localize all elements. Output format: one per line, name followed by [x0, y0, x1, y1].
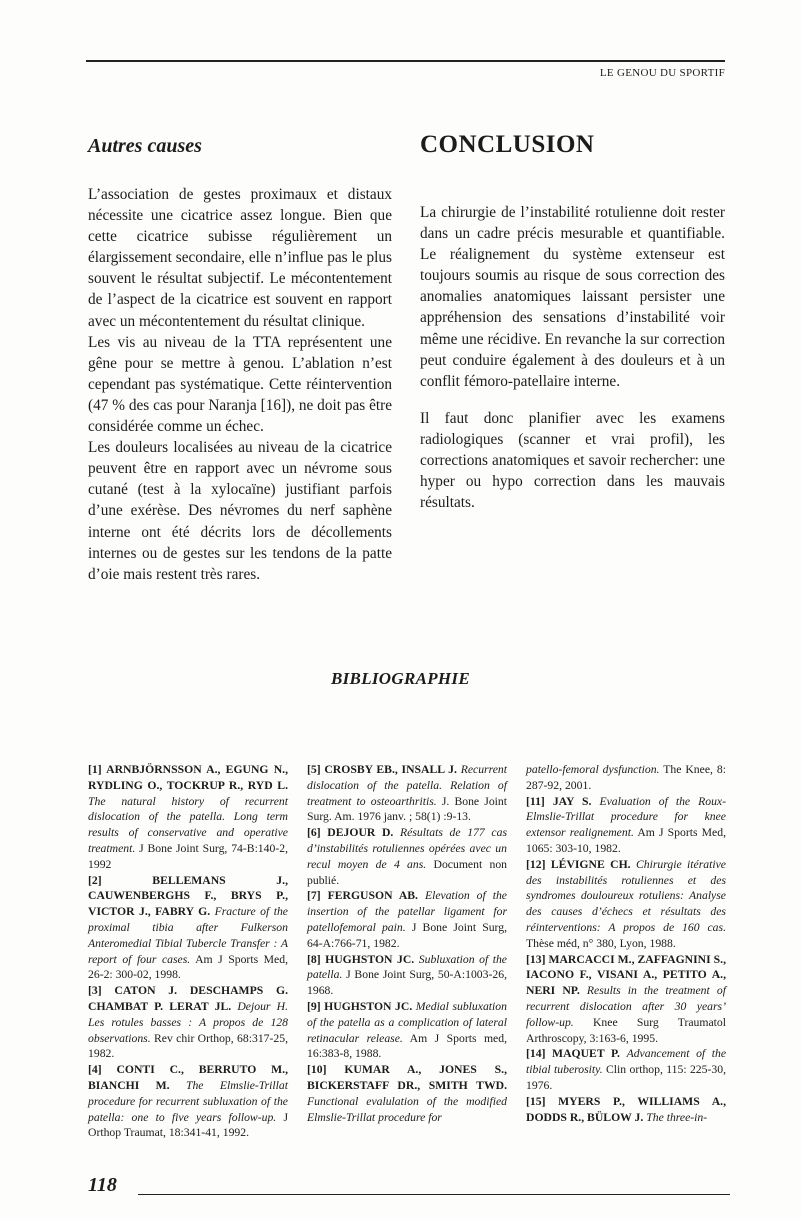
reference-entry: [12] LÉVIGNE CH. Chirurgie itérative des instabilités rotuliennes et des syndromes douloureux rotuliens: Analyse des causes d’échecs et résultats des réinterventions: A propos de 160 cas. Thèse méd, n° 380, Lyon, 1988.	[526, 857, 726, 950]
running-head: LE GENOU DU SPORTIF	[599, 67, 725, 79]
reference-entry: [7] FERGUSON AB. Elevation of the insertion of the patellar ligament for patellofemoral pain. J Bone Joint Surg, 64-A:766-71, 1982.	[307, 889, 507, 950]
reference-entry: [1] ARNBJÖRNSSON A., EGUNG N., RYDLING O., TOCKRUP R., RYD L. The natural history of recurrent dislocation of the patella. Long term results of conservative and operative treatment. J Bone Joint Surg, 74-B:140-2, 1992	[88, 763, 289, 871]
body-paragraph: L’association de gestes proximaux et distaux nécessite une cicatrice assez longue. Bien que cette cicatrice subisse régulièrement un élargissement secondaire, elle n’influe pas le plus souvent le résultat subjectif. Le mécontentement de l’aspect de la cicatrice est souvent en rapport avec un mécontentement du résultat clinique.	[88, 186, 392, 330]
bibliography-heading: BIBLIOGRAPHIE	[331, 669, 470, 688]
reference-entry: [6] DEJOUR D. Résultats de 177 cas d’instabilités rotuliennes opérées avec un recul moyen de 4 ans. Document non publié.	[307, 826, 508, 887]
page-number: 118	[88, 1174, 117, 1196]
footer-rule	[138, 1194, 730, 1195]
reference-entry: patello-femoral dysfunction. The Knee, 8: 287-92, 2001.	[526, 763, 726, 792]
reference-column-3	[526, 762, 726, 1125]
reference-entry: [5] CROSBY EB., INSALL J. Recurrent dislocation of the patella. Relation of treatment to osteoarthritis. J. Bone Joint Surg. Am. 1976 janv. ; 58(1) :9-13.	[307, 763, 508, 824]
body-paragraph: Les vis au niveau de la TTA représentent une gêne pour se mettre à genou. L’ablation n’est cependant pas systématique. Cette réintervention (47 % des cas pour Naranja [16]), ne doit pas être considérée comme un échec.	[88, 333, 392, 436]
reference-entry: [11] JAY S. Evaluation of the Roux-Elmslie-Trillat procedure for knee extensor realignement. Am J Sports Med, 1065: 303-10, 1982.	[526, 794, 727, 855]
body-paragraph: Il faut donc planifier avec les examens radiologiques (scanner et vrai profil), les corrections anatomiques et savoir rechercher: une hyper ou hypo correction dans les mauvais résultats.	[420, 409, 725, 512]
reference-entry: [9] HUGHSTON JC. Medial subluxation of the patella as a complication of lateral retinacular release. Am J Sports med, 16:383-8, 1988.	[307, 999, 507, 1061]
section-heading-autres-causes: Autres causes	[88, 135, 202, 157]
reference-entry: [2] BELLEMANS J., CAUWENBERGHS F., BRYS P., VICTOR J., FABRY G. Fracture of the proximal tibia after Fulkerson Anteromedial Tibial Tubercle Transfer : A report of four cases. Am J Sports Med, 26-2: 300-02, 1998.	[88, 873, 288, 982]
reference-entry: [10] KUMAR A., JONES S., BICKERSTAFF DR., SMITH TWD. Functional evalulation of the modified Elmslie-Trillat procedure for	[307, 1063, 507, 1124]
reference-column-2	[307, 762, 507, 1125]
body-paragraph: La chirurgie de l’instabilité rotulienne doit rester dans un cadre précis mesurable et quantifiable. Le réalignement du système extenseur est toujours soumis au risque de sous correction des anomalies anatomiques laissant persister une appréhension des sensations d’instabilité voir même une récidive. En revanche la sur correction peut conduire également à des douleurs et à un conflit fémoro-patellaire interne.	[420, 204, 725, 390]
body-paragraph: Les douleurs localisées au niveau de la cicatrice peuvent être en rapport avec un névrome sous cutané (test à la xylocaïne) justifiant parfois d’une exérèse. Des névromes du nerf saphène interne ont été décrits lors de décollements internes ou de gestes sur les tendons de la patte d’oie mais restent très rares.	[88, 439, 392, 583]
header-rule	[86, 60, 725, 62]
reference-entry: [13] MARCACCI M., ZAFFAGNINI S., IACONO F., VISANI A., PETITO A., NERI NP. Results in the treatment of recurrent dislocation after 30 years’ follow-up. Knee Surg Traumatol Arthroscopy, 3:163-6, 1995.	[526, 952, 727, 1045]
right-body-column	[420, 202, 725, 513]
reference-entry: [15] MYERS P., WILLIAMS A., DODDS R., BÜLOW J. The three-in-	[526, 1094, 726, 1124]
reference-entry: [3] CATON J. DESCHAMPS G. CHAMBAT P. LERAT JL. Dejour H. Les rotules basses : A propos de 128 observations. Rev chir Orthop, 68:317-25, 1982.	[88, 984, 289, 1061]
section-heading-conclusion: CONCLUSION	[420, 131, 595, 158]
reference-entry: [14] MAQUET P. Advancement of the tibial tuberosity. Clin orthop, 115: 225-30, 1976.	[526, 1047, 727, 1092]
reference-column-1	[88, 762, 288, 1141]
reference-entry: [4] CONTI C., BERRUTO M., BIANCHI M. The Elmslie-Trillat procedure for recurrent subluxation of the patella: one to five years follow-up. J Orthop Traumat, 18:341-41, 1992.	[88, 1063, 289, 1140]
reference-entry: [8] HUGHSTON JC. Subluxation of the patella. J Bone Joint Surg, 50-A:1003-26, 1968.	[307, 952, 507, 998]
left-body-column	[88, 184, 392, 585]
